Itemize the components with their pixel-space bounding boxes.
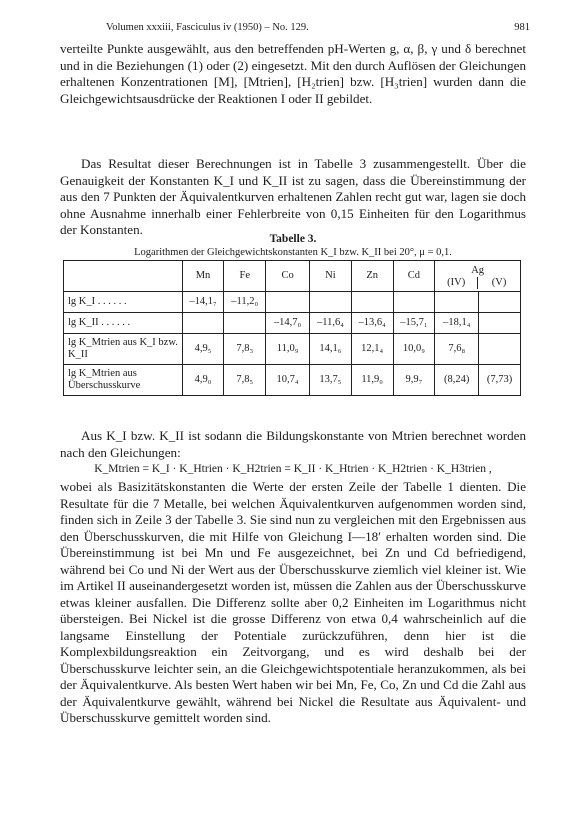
table-cell: 12,1₄ xyxy=(351,334,393,365)
table-cell: 4,9₀ xyxy=(182,365,224,396)
header-ag-v: (V) xyxy=(477,277,520,289)
table-cell xyxy=(310,292,352,313)
paragraph-4-text: wobei als Basizitätskonstanten die Werte der ersten Zeile der Tabelle 1 dienten. Die Resultate für die 7 Metalle, bei welchen Äquivalentkurven aufgenommen worden sind, finden sich in Zeile 3 der Tabelle 3. Sie sind nun zu vergleichen mit den Ergebnissen aus den Überschusskurven, die mit Hilfe von Gleichung I—18′ erhalten worden sind. Die Übereinstimmung ist bei Mn und Fe ausgezeichnet, bei Zn und Cd befriedigend, während bei Co und Ni der Wert aus der Überschusskurve ziemlich viel kleiner ist. Wie im Artikel II auseinandergesetzt worden ist, müssen die Zahlen aus der Überschusskurve etwas kleiner ausfallen. Die Differenz sollte aber 0,2 Einheiten im Logarithmus nicht übersteigen. Bei Nickel ist die grosse Differenz von etwa 0,4 wahrscheinlich auf die langsame Einstellung der Potentiale zurückzuführen, denn hier ist die Komplexbildungsreaktion ein Zeitvorgang, und es wird deshalb bei der Überschusskurve leichter sein, an die Gleichgewichtspotentiale heranzukommen, als bei der Äquivalentkurve. Als besten Wert haben wir bei Mn, Fe, Co, Zn und Cd die Zahl aus der Äquivalentkurve gewählt, während bei Nickel die Resultate aus Äquivalent- und Überschusskurve gemittelt worden sind. xyxy=(60,479,526,725)
table-cell xyxy=(393,292,435,313)
table-cell: –15,7₁ xyxy=(393,313,435,334)
paragraph-3 xyxy=(60,428,526,461)
table-row xyxy=(64,334,521,365)
header-ag xyxy=(435,261,521,292)
table-cell xyxy=(266,292,310,313)
table-cell: –14,1₇ xyxy=(182,292,224,313)
row-label: lg K_Mtrien aus Überschusskurve xyxy=(64,365,183,396)
table-header-row xyxy=(64,261,521,292)
paragraph-1-text: verteilte Punkte ausgewählt, aus den betreffenden pH-Werten g, α, β, γ und δ berechnet und in die Beziehungen (1) oder (2) eingesetzt. Mit den durch Auflösen der Gleichungen erhaltenen Konzentrationen [M], [Mtrien], [H₂trien] bzw. [H₃trien] wurden dann die Gleichgewichtsausdrücke der Reaktionen I oder II gebildet. xyxy=(60,41,526,106)
table-row xyxy=(64,292,521,313)
header-co: Co xyxy=(266,261,310,292)
row-label: lg K_I . . . . . . xyxy=(64,292,183,313)
header-fe: Fe xyxy=(224,261,266,292)
header-empty-cell xyxy=(64,261,183,292)
table-cell xyxy=(351,292,393,313)
constants-table xyxy=(63,260,521,396)
table-title: Tabelle 3. xyxy=(269,233,317,245)
equation: K_Mtrien = K_I · K_Htrien · K_H2trien = K_II · K_Htrien · K_H2trien · K_H3trien , xyxy=(94,463,492,475)
table-caption: Logarithmen der Gleichgewichtskonstanten K_I bzw. K_II bei 20°, μ = 0,1. xyxy=(134,247,452,258)
table-cell: 7,8₃ xyxy=(224,334,266,365)
table-cell: –11,2₀ xyxy=(224,292,266,313)
page-number: 981 xyxy=(514,22,530,33)
header-ag-label: Ag xyxy=(471,265,485,276)
table-cell: –11,6₄ xyxy=(310,313,352,334)
table-row xyxy=(64,313,521,334)
paragraph-4 xyxy=(60,479,526,727)
table-cell: 10,0₉ xyxy=(393,334,435,365)
table-cell: 7,8₅ xyxy=(224,365,266,396)
paragraph-3-text: Aus K_I bzw. K_II ist sodann die Bildungskonstante von Mtrien berechnet worden nach den Gleichungen: xyxy=(60,428,526,460)
table-cell: 14,1₆ xyxy=(310,334,352,365)
table-cell: 13,7₅ xyxy=(310,365,352,396)
table-cell xyxy=(182,313,224,334)
row-label: lg K_Mtrien aus K_I bzw. K_II xyxy=(64,334,183,365)
table-cell: 9,9₇ xyxy=(393,365,435,396)
table-cell xyxy=(479,334,521,365)
table-cell xyxy=(435,292,479,313)
paragraph-2 xyxy=(60,156,526,239)
table-cell: 4,9₅ xyxy=(182,334,224,365)
header-zn: Zn xyxy=(351,261,393,292)
header-ag-iv: (IV) xyxy=(447,277,466,288)
table-cell xyxy=(479,292,521,313)
row-label: lg K_II . . . . . . xyxy=(64,313,183,334)
header-mn: Mn xyxy=(182,261,224,292)
paragraph-1 xyxy=(60,41,526,107)
table-cell: 10,7₄ xyxy=(266,365,310,396)
journal-citation: Volumen xxxiii, Fasciculus iv (1950) – No. 129. xyxy=(106,22,309,33)
table-cell xyxy=(479,313,521,334)
table-cell: (7,73) xyxy=(479,365,521,396)
header-ni: Ni xyxy=(310,261,352,292)
table-cell: (8,24) xyxy=(435,365,479,396)
table-cell: 11,0₉ xyxy=(266,334,310,365)
table-row xyxy=(64,365,521,396)
table-cell: –18,1₄ xyxy=(435,313,479,334)
header-cd: Cd xyxy=(393,261,435,292)
paragraph-2-text: Das Resultat dieser Berechnungen ist in Tabelle 3 zusammengestellt. Über die Genauigkeit der Konstanten K_I und K_II ist zu sagen, dass die Übereinstimmung der aus den 7 Punkten der Äquivalentkurven erhaltenen Zahlen recht gut war, lagen sie doch ohne Ausnahme innerhalb einer Fehlerbreite von 0,15 Einheiten für den Logarithmus der Konstanten. xyxy=(60,156,526,237)
table-cell: 7,6₈ xyxy=(435,334,479,365)
table-cell xyxy=(224,313,266,334)
table-cell: –14,7₀ xyxy=(266,313,310,334)
table-cell: –13,6₄ xyxy=(351,313,393,334)
table-cell: 11,9₀ xyxy=(351,365,393,396)
